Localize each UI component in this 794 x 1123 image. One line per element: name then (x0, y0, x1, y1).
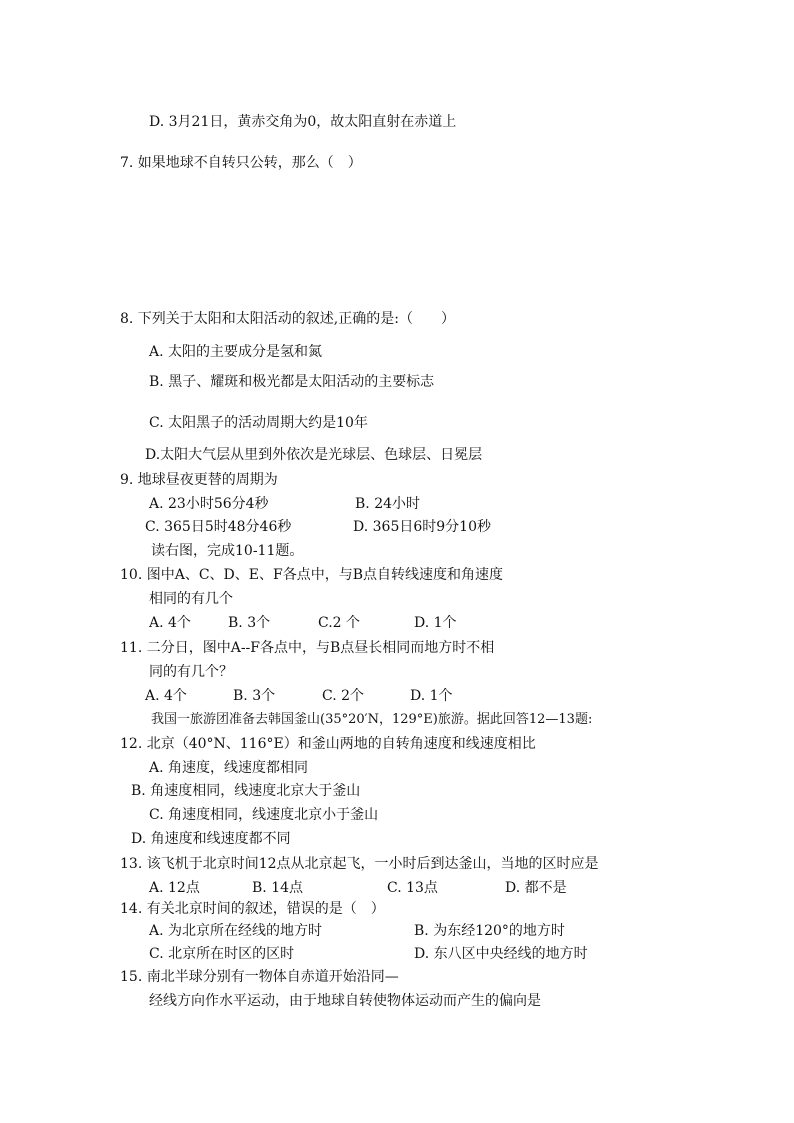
q14-option-a: A. 为北京所在经线的地方时 (149, 923, 323, 939)
q6-option-d: D. 3月21日，黄赤交角为0，故太阳直射在赤道上 (149, 114, 457, 130)
passage-12-13: 我国一旅游团准备去韩国釜山(35°20′N，129°E)旅游。据此回答12—13题: (151, 712, 593, 727)
q11-stem: 11. 二分日，图中A--F各点中，与B点昼长相同而地方时不相 (120, 640, 495, 656)
q11-option-a: A. 4个 (145, 688, 187, 704)
q9-option-d: D. 365日6时9分10秒 (353, 519, 491, 535)
q13-option-a: A. 12点 (149, 880, 200, 896)
q15-stem: 15. 南北半球分别有一物体自赤道开始沿同— (120, 969, 399, 985)
q8-option-c: C. 太阳黑子的活动周期大约是10年 (149, 415, 368, 431)
q10-option-a: A. 4个 (149, 615, 191, 631)
q8-option-b: B. 黑子、耀斑和极光都是太阳活动的主要标志 (149, 374, 435, 390)
q15-stem-cont: 经线方向作水平运动，由于地球自转使物体运动而产生的偏向是 (149, 993, 541, 1009)
q11-option-c: C. 2个 (322, 688, 365, 704)
q11-option-b: B. 3个 (233, 688, 276, 704)
q13-stem: 13. 该飞机于北京时间12点从北京起飞，一小时后到达釜山，当地的区时应是 (120, 856, 599, 872)
q7-stem: 7. 如果地球不自转只公转，那么（ ） (120, 155, 362, 171)
q13-option-c: C. 13点 (387, 880, 438, 896)
q10-stem: 10. 图中A、C、D、E、F各点中，与B点自转线速度和角速度 (120, 567, 503, 583)
q9-option-c: C. 365日5时48分46秒 (145, 519, 292, 535)
q10-option-b: B. 3个 (228, 615, 271, 631)
q14-option-d: D. 东八区中央经线的地方时 (414, 946, 588, 962)
q8-stem: 8. 下列关于太阳和太阳活动的叙述,正确的是:（ ） (120, 311, 455, 327)
q13-option-b: B. 14点 (252, 880, 304, 896)
q10-option-c: C.2 个 (318, 615, 361, 631)
q11-option-d: D. 1个 (410, 688, 453, 704)
q14-stem: 14. 有关北京时间的叙述，错误的是（ ） (120, 901, 385, 917)
q9-option-a: A. 23小时56分4秒 (149, 496, 269, 512)
q13-option-d: D. 都不是 (505, 880, 567, 896)
q12-option-a: A. 角速度，线速度都相同 (149, 760, 309, 776)
q14-option-b: B. 为东经120°的地方时 (414, 923, 565, 939)
q8-option-a: A. 太阳的主要成分是氢和氮 (149, 344, 323, 360)
q9-option-b: B. 24小时 (355, 496, 421, 512)
q12-option-b: B. 角速度相同，线速度北京大于釜山 (131, 783, 361, 799)
q14-option-c: C. 北京所在时区的区时 (149, 946, 295, 962)
q12-option-d: D. 角速度和线速度都不同 (131, 831, 291, 847)
q10-stem-cont: 相同的有几个 (149, 591, 233, 607)
q11-stem-cont: 同的有几个？ (149, 664, 233, 680)
q12-option-c: C. 角速度相同，线速度北京小于釜山 (149, 807, 379, 823)
q8-option-d: D.太阳大气层从里到外依次是光球层、色球层、日冕层 (145, 447, 483, 463)
q12-stem: 12. 北京（40°N、116°E）和釜山两地的自转角速度和线速度相比 (120, 736, 536, 752)
reading-instruction: 读右图，完成10-11题。 (151, 543, 304, 559)
q9-stem: 9. 地球昼夜更替的周期为 (120, 472, 278, 488)
q10-option-d: D. 1个 (414, 615, 457, 631)
